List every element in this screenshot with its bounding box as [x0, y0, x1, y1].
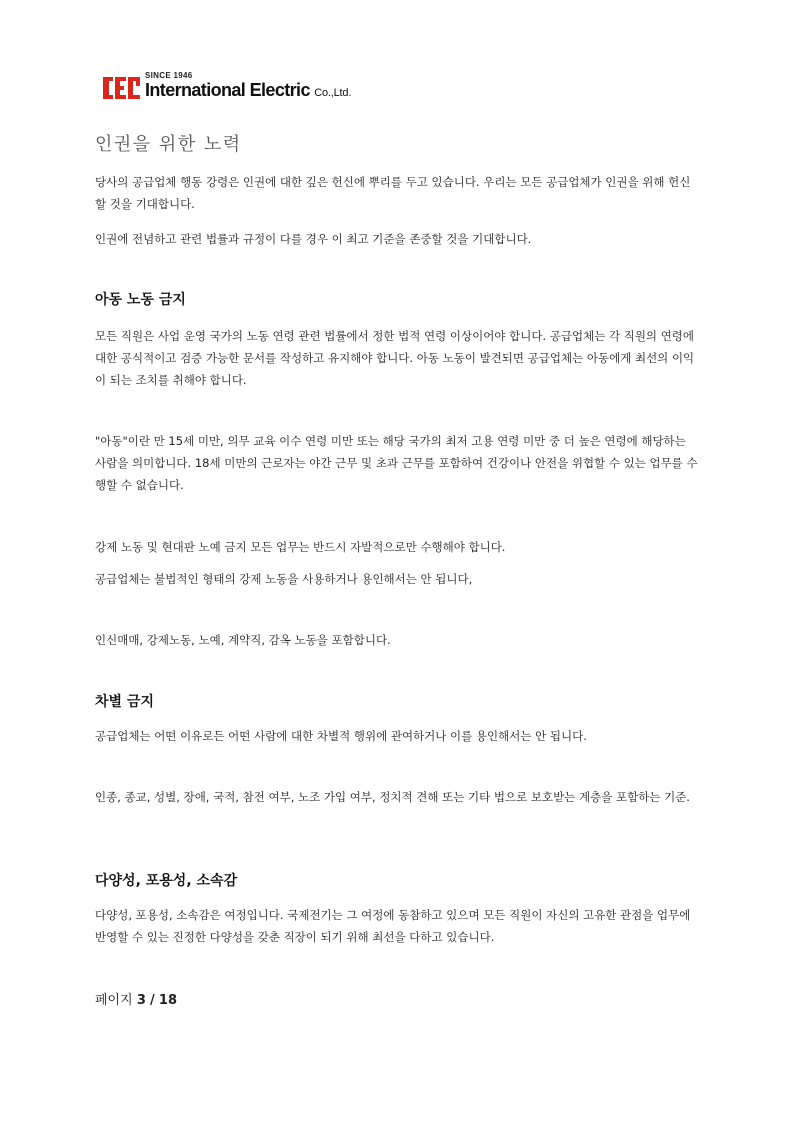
page-label: 페이지 [95, 993, 133, 1008]
page-current: 3 [136, 993, 146, 1008]
intro-paragraph-2: 인권에 전념하고 관련 법률과 규정이 다를 경우 이 최고 기준을 존중할 것을 기대합니다. [95, 232, 532, 246]
child-labor-paragraph-1: 모든 직원은 사업 운영 국가의 노동 연령 관련 법률에서 정한 법적 연령 이상이어야 합니다. 공급업체는 각 직원의 연령에 대한 공식적이고 검증 가능한 문서를 작성하고 유지해야 합니다. 아동 노동이 발견되면 공급업체는 아동에게 최선의 이익이 되는 조치를 취해야 합니다. [95, 329, 695, 387]
company-logo [103, 71, 351, 105]
diversity-paragraph-1: 다양성, 포용성, 소속감은 여정입니다. 국제전기는 그 여정에 동참하고 있으며 모든 직원이 자신의 고유한 관점을 업무에 반영할 수 있는 진정한 다양성을 갖춘 직장이 되기 위해 최선을 다하고 있습니다. [95, 908, 691, 944]
logo-since: SINCE 1946 [145, 71, 193, 80]
iec-logo-icon [103, 75, 140, 101]
intro-paragraph-1: 당사의 공급업체 행동 강령은 인권에 대한 깊은 헌신에 뿌리를 두고 있습니다. 우리는 모든 공급업체가 인권을 위해 헌신할 것을 기대합니다. [95, 175, 691, 211]
child-labor-paragraph-2: "아동"이란 만 15세 미만, 의무 교육 이수 연령 미만 또는 해당 국가의 최저 고용 연령 미만 중 더 높은 연령에 해당하는 사람을 의미합니다. 18세 미만의 근로자는 야간 근무 및 초과 근무를 포함하여 건강이나 안전을 위협할 수 있는 업무를 수행할 수 없습니다. [95, 434, 698, 492]
discrimination-paragraph-1: 공급업체는 어떤 이유로든 어떤 사람에 대한 차별적 행위에 관여하거나 이를 용인해서는 안 됩니다. [95, 729, 587, 743]
page-number [95, 989, 177, 1008]
child-labor-paragraph-3: 강제 노동 및 현대판 노예 금지 모든 업무는 반드시 자발적으로만 수행해야 합니다. [95, 540, 506, 554]
section-heading-child-labor: 아동 노동 금지 [95, 292, 186, 308]
child-labor-paragraph-5: 인신매매, 강제노동, 노예, 계약직, 감옥 노동을 포함합니다. [95, 633, 391, 647]
discrimination-paragraph-2: 인종, 종교, 성별, 장애, 국적, 참전 여부, 노조 가입 여부, 정치적 견해 또는 기타 법으로 보호받는 계층을 포함하는 기준. [95, 790, 690, 804]
page-total: 18 [158, 993, 177, 1008]
page-separator: / [150, 993, 155, 1008]
page-title: 인권을 위한 노력 [95, 134, 242, 155]
section-heading-diversity: 다양성, 포용성, 소속감 [95, 873, 238, 889]
logo-company-suffix: Co.,Ltd. [314, 87, 352, 99]
child-labor-paragraph-4: 공급업체는 불법적인 형태의 강제 노동을 사용하거나 용인해서는 안 됩니다, [95, 572, 473, 586]
logo-company-name: International Electric Co.,Ltd. [145, 80, 352, 100]
section-heading-discrimination: 차별 금지 [95, 694, 154, 710]
